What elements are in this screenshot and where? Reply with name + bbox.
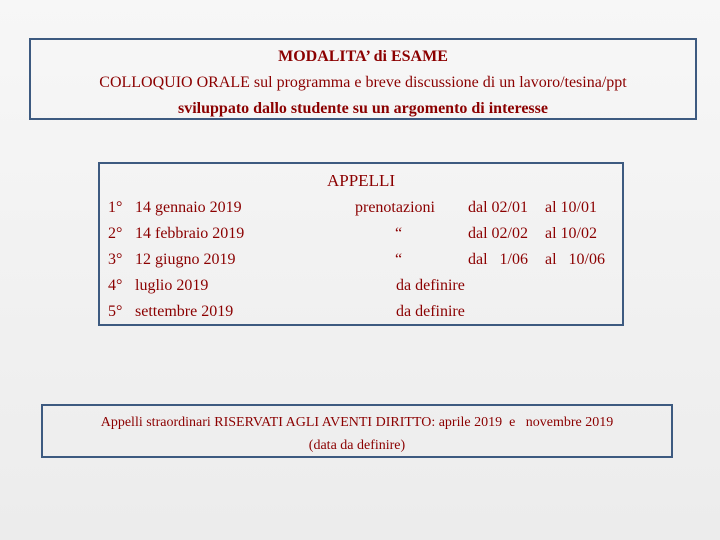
appello-row (100, 303, 622, 329)
appello-booking-from: dal 1/06 (468, 251, 528, 268)
appello-booking: “ (395, 225, 403, 242)
appello-date: 14 gennaio 2019 (135, 199, 242, 216)
appello-row (100, 251, 622, 277)
appello-booking-to: al 10/06 (545, 251, 605, 268)
appello-ordinal: 4° (108, 277, 123, 294)
extraordinary-sessions-text: RISERVATI AGLI AVENTI DIRITTO: aprile 2019 e novembre 2019 (214, 415, 614, 430)
exam-mode-description-line-2: sviluppato dallo studente su un argomento di interesse (178, 100, 548, 117)
appello-booking: prenotazioni (355, 199, 435, 216)
appello-row (100, 225, 622, 251)
appello-date: luglio 2019 (135, 277, 209, 294)
appello-date: 14 febbraio 2019 (135, 225, 245, 242)
appello-booking-to: al 10/02 (545, 225, 597, 242)
appello-booking: da definire (396, 277, 465, 294)
appello-booking: da definire (396, 303, 465, 320)
appelli-title: APPELLI (327, 171, 395, 190)
appello-ordinal: 5° (108, 303, 123, 320)
appello-booking-to: al 10/01 (545, 199, 597, 216)
appello-ordinal: 1° (108, 199, 123, 216)
appelli-box (98, 162, 624, 326)
exam-mode-description-line-1: COLLOQUIO ORALE sul programma e breve discussione di un lavoro/tesina/ppt (99, 74, 627, 91)
appello-booking-from: dal 02/02 (468, 225, 528, 242)
extraordinary-sessions-box (41, 404, 673, 458)
appello-date: settembre 2019 (135, 303, 234, 320)
exam-mode-box (29, 38, 697, 120)
appello-row (100, 199, 622, 225)
appello-booking-from: dal 02/01 (468, 199, 528, 216)
exam-mode-title: MODALITA’ di ESAME (278, 48, 448, 65)
appello-ordinal: 2° (108, 225, 123, 242)
appello-row (100, 277, 622, 303)
extraordinary-sessions-note: (data da definire) (308, 438, 406, 453)
extraordinary-sessions-line (43, 411, 671, 434)
appello-date: 12 giugno 2019 (135, 251, 236, 268)
extraordinary-sessions-label: Appelli straordinari (100, 415, 211, 430)
appello-ordinal: 3° (108, 251, 123, 268)
appello-booking: “ (395, 251, 403, 268)
